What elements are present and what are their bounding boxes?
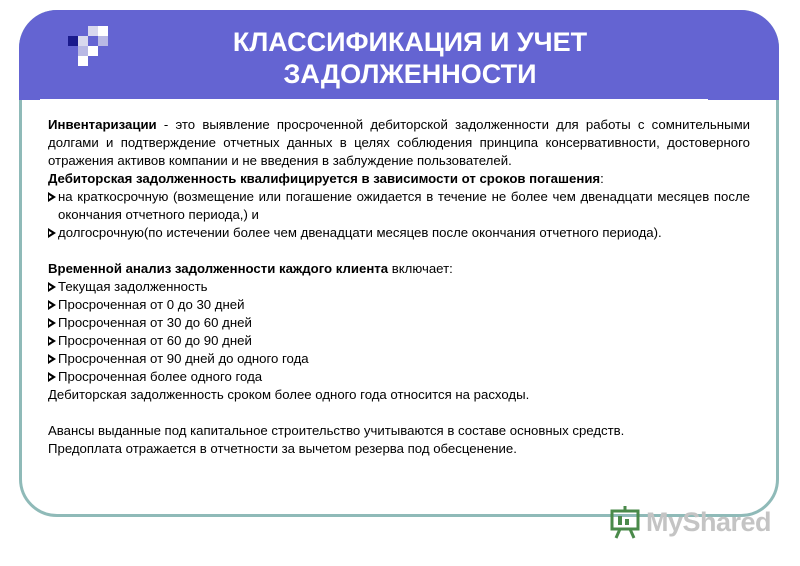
presentation-board-icon <box>608 504 644 540</box>
arrow-bullet-icon <box>48 372 56 382</box>
aging-item-text: Просроченная от 60 до 90 дней <box>58 333 252 348</box>
list-item <box>48 188 750 224</box>
list-item <box>48 368 750 386</box>
aging-item-text: Просроченная более одного года <box>58 369 263 384</box>
inventory-term: Инвентаризации <box>48 117 157 132</box>
aging-heading <box>48 260 750 278</box>
aging-heading-tail: включает: <box>388 261 453 276</box>
long-term-item-text: долгосрочную(по истечении более чем двенадцати месяцев после окончания отчетного периода). <box>58 225 662 240</box>
arrow-bullet-icon <box>48 318 56 328</box>
slide-title: КЛАССИФИКАЦИЯ И УЧЕТ ЗАДОЛЖЕННОСТИ <box>232 27 588 89</box>
arrow-bullet-icon <box>48 354 56 364</box>
inventory-paragraph <box>48 116 750 170</box>
spacer <box>48 242 750 260</box>
list-item <box>48 350 750 368</box>
aging-item-text: Текущая задолженность <box>58 279 208 294</box>
title-underline <box>40 99 708 102</box>
watermark-text: MyShared <box>646 507 772 537</box>
classification-heading-bold: Дебиторская задолженность квалифицируется в зависимости от сроков погашения <box>48 171 601 186</box>
advances-note: Авансы выданные под капитальное строительство учитываются в составе основных средств. <box>48 423 625 438</box>
slide-body <box>48 116 750 458</box>
aging-heading-bold: Временной анализ задолженности каждого клиента <box>48 261 389 276</box>
list-item <box>48 332 750 350</box>
arrow-bullet-icon <box>48 300 56 310</box>
arrow-bullet-icon <box>48 228 56 238</box>
myshared-watermark <box>608 504 772 540</box>
short-term-item-text: на краткосрочную (возмещение или погашение ожидается в течение не более чем двенадцати месяцев после окончания отчетного периода,) и <box>58 189 750 222</box>
expense-note: Дебиторская задолженность сроком более одного года относится на расходы. <box>48 387 530 402</box>
classification-heading <box>48 170 750 188</box>
arrow-bullet-icon <box>48 192 56 202</box>
list-item <box>48 314 750 332</box>
spacer <box>48 404 750 422</box>
list-item <box>48 224 750 242</box>
aging-item-text: Просроченная от 30 до 60 дней <box>58 315 252 330</box>
list-item <box>48 296 750 314</box>
prepayment-note: Предоплата отражается в отчетности за вычетом резерва под обесценение. <box>48 441 517 456</box>
aging-item-text: Просроченная от 0 до 30 дней <box>58 297 245 312</box>
arrow-bullet-icon <box>48 336 56 346</box>
list-item <box>48 278 750 296</box>
aging-item-text: Просроченная от 90 дней до одного года <box>58 351 309 366</box>
arrow-bullet-icon <box>48 282 56 292</box>
inventory-definition: - это выявление просроченной дебиторской задолженности для работы с сомнительными долгами и подтверждение отчетных данных в целях соблюдения принципа консервативности, достоверного отражения активов компании и не введения в заблуждение пользователей. <box>48 117 750 168</box>
classification-heading-tail: : <box>600 171 604 186</box>
